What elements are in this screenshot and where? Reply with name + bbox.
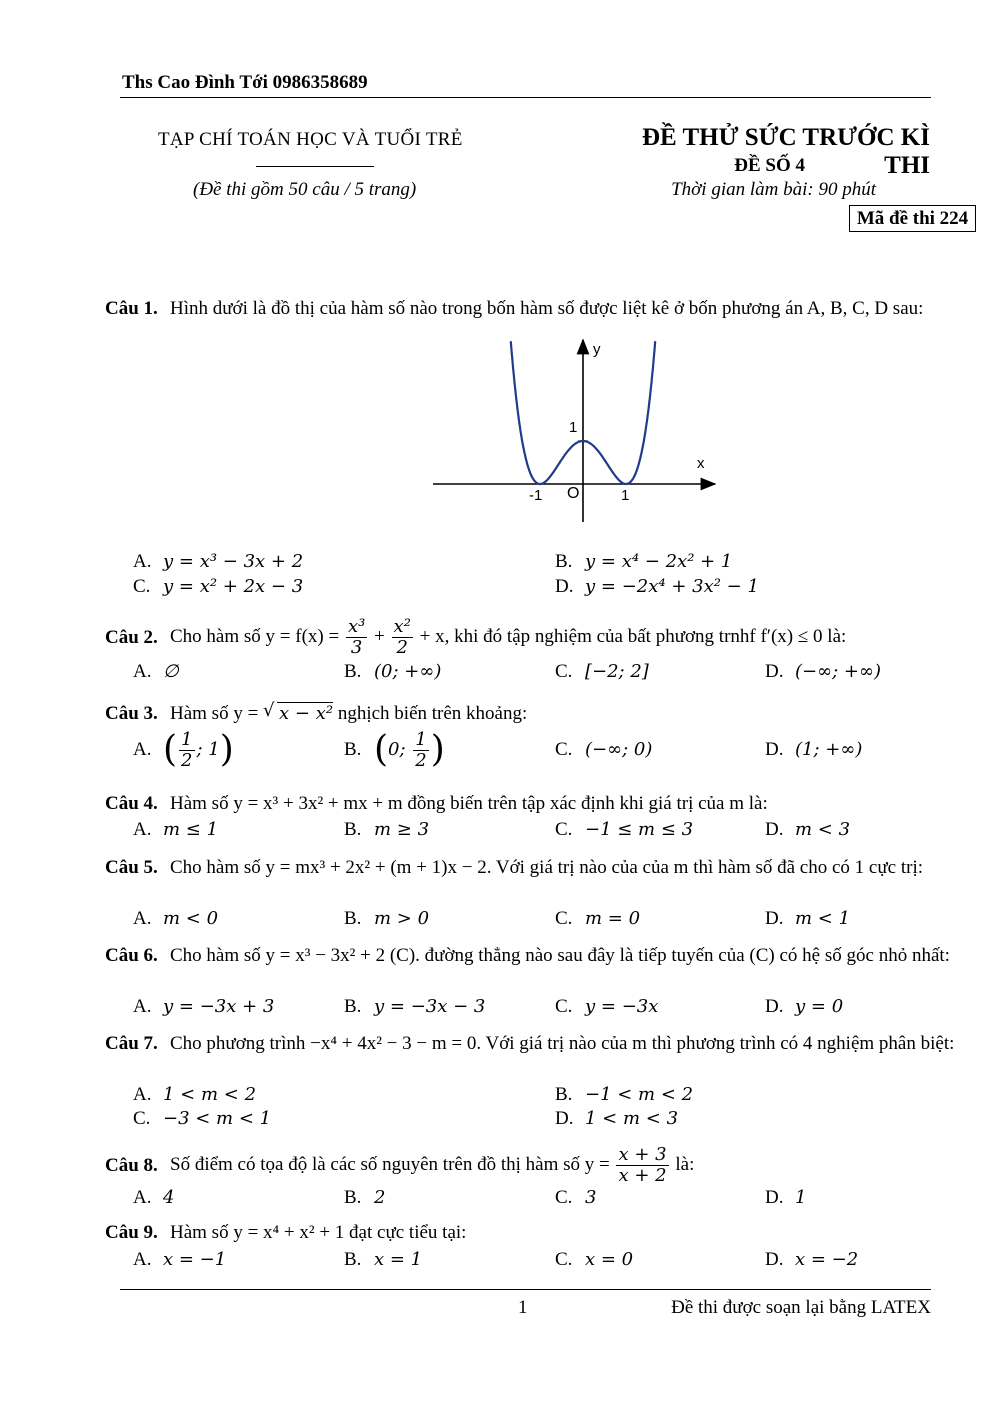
q8-option-b[interactable]: B. 2 xyxy=(344,1187,386,1208)
q9-option-b[interactable]: B. x = 1 xyxy=(344,1249,423,1270)
exam-number: ĐỀ SỐ 4 xyxy=(734,155,805,176)
q7-option-d[interactable]: D. 1 < m < 3 xyxy=(555,1108,679,1129)
question-5-text: Cho hàm số y = mx³ + 2x² + (m + 1)x − 2. Với giá trị nào của của m thì hàm số đã cho có 1 cực trị: xyxy=(170,857,923,878)
question-4-text: Hàm số y = x³ + 3x² + mx + m đồng biến trên tập xác định khi giá trị của m là: xyxy=(170,793,768,814)
function-graph xyxy=(425,330,725,530)
q1-option-a[interactable]: A. y = x³ − 3x + 2 xyxy=(133,551,304,572)
q8-option-a[interactable]: A. 4 xyxy=(133,1187,175,1208)
q6-option-a[interactable]: A. y = −3x + 3 xyxy=(133,996,275,1017)
q9-option-c[interactable]: C. x = 0 xyxy=(555,1249,634,1270)
q2-fraction-2: $\frac{\text{x²}}{2}$ xyxy=(393,616,411,659)
header-rule xyxy=(120,97,931,98)
x-tick-label-neg1: -1 xyxy=(529,487,543,504)
question-8-text: Số điểm có tọa độ là các số nguyên trên đồ thị hàm số y = $\frac{x + 3}{x + 2}$ là: xyxy=(170,1144,695,1187)
q7-option-c[interactable]: C. −3 < m < 1 xyxy=(133,1108,272,1129)
q8-fraction: $\frac{x + 3}{x + 2}$ xyxy=(618,1144,667,1187)
q3-option-a[interactable]: A. ( $\frac{1}{2}$ ; 1) xyxy=(133,728,234,771)
footer-rule xyxy=(120,1289,931,1290)
q5-option-c[interactable]: C. m = 0 xyxy=(555,908,641,929)
question-5-label: Câu 5. xyxy=(105,857,158,878)
question-9-label: Câu 9. xyxy=(105,1222,158,1243)
question-8-label: Câu 8. xyxy=(105,1155,158,1176)
origin-label: O xyxy=(567,485,580,502)
magazine-name: TẠP CHÍ TOÁN HỌC VÀ TUỔI TRẺ xyxy=(158,129,463,150)
y-tick-label-1: 1 xyxy=(569,419,578,436)
y-axis-label: y xyxy=(593,341,601,358)
x-tick-label-1: 1 xyxy=(621,487,630,504)
q2-option-b[interactable]: B. (0; +∞) xyxy=(344,661,442,682)
question-2-text: Cho hàm số y = f(x) = $\frac{\text{x³}}{3}$ + $\frac{\text{x²}}{2}$ + x, khi đó tập nghiệm của bất phương trnhf f′(x) ≤ 0 là: xyxy=(170,616,847,659)
question-2-label: Câu 2. xyxy=(105,627,158,648)
author-line: Ths Cao Đình Tới 0986358689 xyxy=(122,72,368,93)
question-1-text: Hình dưới là đồ thị của hàm số nào trong bốn hàm số được liệt kê ở bốn phương án A, B, C, D sau: xyxy=(170,298,924,319)
q4-option-b[interactable]: B. m ≥ 3 xyxy=(344,819,430,840)
q6-option-d[interactable]: D. y = 0 xyxy=(765,996,844,1017)
q7-option-b[interactable]: B. −1 < m < 2 xyxy=(555,1084,694,1105)
exam-time: Thời gian làm bài: 90 phút xyxy=(671,179,876,200)
q5-option-a[interactable]: A. m < 0 xyxy=(133,908,219,929)
exam-title: ĐỀ THỬ SỨC TRƯỚC KÌ THI xyxy=(641,124,930,179)
q2-option-c[interactable]: C. [−2; 2] xyxy=(555,661,649,682)
question-6-text: Cho hàm số y = x³ − 3x² + 2 (C). đường thẳng nào sau đây là tiếp tuyến của (C) có hệ số góc nhỏ nhất: xyxy=(170,945,950,966)
footer-note: Đề thi được soạn lại bằng LATEX xyxy=(671,1297,931,1318)
question-7-label: Câu 7. xyxy=(105,1033,158,1054)
q2-fraction-1: $\frac{\text{x³}}{3}$ xyxy=(347,616,366,659)
q4-option-c[interactable]: C. −1 ≤ m ≤ 3 xyxy=(555,819,694,840)
q3-option-b[interactable]: B. (0; $\frac{1}{2}$ ) xyxy=(344,728,445,771)
q1-option-d[interactable]: D. y = −2x⁴ + 3x² − 1 xyxy=(555,576,759,597)
question-7-text: Cho phương trình −x⁴ + 4x² − 3 − m = 0. Với giá trị nào của m thì phương trình có 4 nghiệm phân biệt: xyxy=(170,1033,955,1054)
q8-option-d[interactable]: D. 1 xyxy=(765,1187,807,1208)
q6-option-c[interactable]: C. y = −3x xyxy=(555,996,659,1017)
q3-option-c[interactable]: C. (−∞; 0) xyxy=(555,739,653,760)
magazine-underline xyxy=(256,166,374,167)
q1-option-c[interactable]: C. y = x² + 2x − 3 xyxy=(133,576,304,597)
q9-option-d[interactable]: D. x = −2 xyxy=(765,1249,859,1270)
q4-option-d[interactable]: D. m < 3 xyxy=(765,819,851,840)
q1-option-b[interactable]: B. y = x⁴ − 2x² + 1 xyxy=(555,551,733,572)
pages-note: (Đề thi gồm 50 câu / 5 trang) xyxy=(193,179,417,200)
exam-code-box: Mã đề thi 224 xyxy=(849,205,976,232)
q8-option-c[interactable]: C. 3 xyxy=(555,1187,597,1208)
question-3-label: Câu 3. xyxy=(105,703,158,724)
question-9-text: Hàm số y = x⁴ + x² + 1 đạt cực tiểu tại: xyxy=(170,1222,467,1243)
page-number: 1 xyxy=(518,1297,528,1318)
q2-option-a[interactable]: A. ∅ xyxy=(133,661,179,682)
q9-option-a[interactable]: A. x = −1 xyxy=(133,1249,227,1270)
question-4-label: Câu 4. xyxy=(105,793,158,814)
q5-option-b[interactable]: B. m > 0 xyxy=(344,908,430,929)
question-3-text: Hàm số y = √ x − x² nghịch biến trên khoảng: xyxy=(170,700,528,724)
x-axis-label: x xyxy=(697,455,705,472)
question-6-label: Câu 6. xyxy=(105,945,158,966)
q5-option-d[interactable]: D. m < 1 xyxy=(765,908,851,929)
q6-option-b[interactable]: B. y = −3x − 3 xyxy=(344,996,486,1017)
q3-radical: √ x − x² xyxy=(263,700,334,724)
q4-option-a[interactable]: A. m ≤ 1 xyxy=(133,819,219,840)
q3-option-d[interactable]: D. (1; +∞) xyxy=(765,739,863,760)
q2-option-d[interactable]: D. (−∞; +∞) xyxy=(765,661,881,682)
q7-option-a[interactable]: A. 1 < m < 2 xyxy=(133,1084,257,1105)
question-1-label: Câu 1. xyxy=(105,298,158,319)
